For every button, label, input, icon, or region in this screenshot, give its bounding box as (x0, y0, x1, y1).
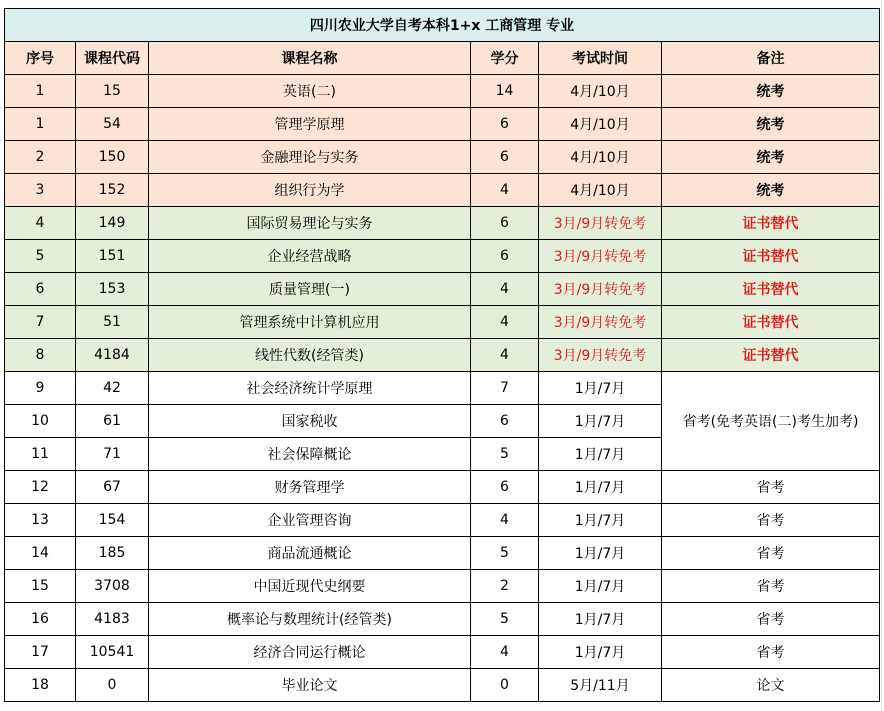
cell-name[interactable]: 线性代数(经管类) (149, 339, 471, 372)
cell-credit[interactable]: 5 (471, 603, 539, 636)
cell-code[interactable]: 4184 (76, 339, 149, 372)
cell-credit[interactable]: 6 (471, 240, 539, 273)
cell-note[interactable]: 证书替代 (662, 273, 880, 306)
cell-code[interactable]: 15 (76, 75, 149, 108)
cell-name[interactable]: 组织行为学 (149, 174, 471, 207)
cell-seq[interactable]: 18 (5, 669, 76, 702)
cell-note[interactable]: 统考 (662, 108, 880, 141)
cell-note[interactable]: 证书替代 (662, 240, 880, 273)
header-code[interactable]: 课程代码 (76, 42, 149, 75)
cell-code[interactable]: 4183 (76, 603, 149, 636)
cell-name[interactable]: 毕业论文 (149, 669, 471, 702)
table-row (5, 306, 880, 339)
cell-credit[interactable]: 5 (471, 537, 539, 570)
cell-seq[interactable]: 4 (5, 207, 76, 240)
cell-name[interactable]: 社会保障概论 (149, 438, 471, 471)
cell-code[interactable]: 0 (76, 669, 149, 702)
cell-note[interactable]: 统考 (662, 75, 880, 108)
cell-credit[interactable]: 2 (471, 570, 539, 603)
table-row (5, 471, 880, 504)
cell-time[interactable]: 1月/7月 (539, 438, 662, 471)
cell-seq[interactable]: 15 (5, 570, 76, 603)
cell-time[interactable]: 1月/7月 (539, 570, 662, 603)
cell-note[interactable]: 证书替代 (662, 306, 880, 339)
cell-time[interactable]: 4月/10月 (539, 141, 662, 174)
cell-seq[interactable]: 12 (5, 471, 76, 504)
cell-credit[interactable]: 6 (471, 141, 539, 174)
cell-credit[interactable]: 6 (471, 207, 539, 240)
cell-time[interactable]: 3月/9月转免考 (539, 207, 662, 240)
cell-code[interactable]: 150 (76, 141, 149, 174)
table-row (5, 207, 880, 240)
cell-credit[interactable]: 4 (471, 306, 539, 339)
cell-name[interactable]: 英语(二) (149, 75, 471, 108)
cell-code[interactable]: 51 (76, 306, 149, 339)
cell-time[interactable]: 3月/9月转免考 (539, 240, 662, 273)
table-row (5, 603, 880, 636)
cell-time[interactable]: 3月/9月转免考 (539, 273, 662, 306)
header-seq[interactable]: 序号 (5, 42, 76, 75)
cell-note[interactable]: 证书替代 (662, 207, 880, 240)
cell-time[interactable]: 4月/10月 (539, 75, 662, 108)
cell-code[interactable]: 67 (76, 471, 149, 504)
cell-credit[interactable]: 4 (471, 504, 539, 537)
cell-time[interactable]: 1月/7月 (539, 405, 662, 438)
cell-note[interactable]: 省考 (662, 636, 880, 669)
cell-time[interactable]: 1月/7月 (539, 636, 662, 669)
cell-code[interactable]: 61 (76, 405, 149, 438)
cell-seq[interactable]: 13 (5, 504, 76, 537)
cell-credit[interactable]: 4 (471, 636, 539, 669)
cell-credit[interactable]: 6 (471, 471, 539, 504)
cell-credit[interactable]: 14 (471, 75, 539, 108)
cell-note[interactable]: 证书替代 (662, 339, 880, 372)
table-row (5, 108, 880, 141)
cell-note[interactable]: 统考 (662, 174, 880, 207)
table-row (5, 537, 880, 570)
cell-code[interactable]: 149 (76, 207, 149, 240)
cell-time[interactable]: 3月/9月转免考 (539, 306, 662, 339)
table-row (5, 504, 880, 537)
cell-note-merged[interactable]: 省考(免考英语(二)考生加考) (662, 372, 880, 471)
cell-credit[interactable]: 4 (471, 273, 539, 306)
cell-credit[interactable]: 6 (471, 108, 539, 141)
cell-code[interactable]: 152 (76, 174, 149, 207)
cell-code[interactable]: 154 (76, 504, 149, 537)
cell-seq[interactable]: 8 (5, 339, 76, 372)
table-title[interactable]: 四川农业大学自考本科1+x 工商管理 专业 (5, 9, 880, 42)
table-row (5, 75, 880, 108)
cell-credit[interactable]: 7 (471, 372, 539, 405)
cell-code[interactable]: 185 (76, 537, 149, 570)
cell-note[interactable]: 论文 (662, 669, 880, 702)
header-name[interactable]: 课程名称 (149, 42, 471, 75)
cell-name[interactable]: 中国近现代史纲要 (149, 570, 471, 603)
cell-name[interactable]: 金融理论与实务 (149, 141, 471, 174)
cell-name[interactable]: 经济合同运行概论 (149, 636, 471, 669)
title-row (5, 9, 880, 42)
cell-time[interactable]: 5月/11月 (539, 669, 662, 702)
cell-time[interactable]: 3月/9月转免考 (539, 339, 662, 372)
cell-time[interactable]: 1月/7月 (539, 537, 662, 570)
table-row (5, 636, 880, 669)
cell-code[interactable]: 151 (76, 240, 149, 273)
sheet-gridline (881, 0, 882, 711)
table-row (5, 570, 880, 603)
cell-note[interactable]: 省考 (662, 570, 880, 603)
cell-code[interactable]: 54 (76, 108, 149, 141)
cell-note[interactable]: 省考 (662, 603, 880, 636)
cell-time[interactable]: 1月/7月 (539, 504, 662, 537)
table-row (5, 339, 880, 372)
cell-seq[interactable]: 3 (5, 174, 76, 207)
cell-note[interactable]: 统考 (662, 141, 880, 174)
cell-seq[interactable]: 10 (5, 405, 76, 438)
cell-note[interactable]: 省考 (662, 537, 880, 570)
cell-credit[interactable]: 6 (471, 405, 539, 438)
cell-credit[interactable]: 4 (471, 339, 539, 372)
cell-credit[interactable]: 5 (471, 438, 539, 471)
cell-time[interactable]: 1月/7月 (539, 603, 662, 636)
cell-seq[interactable]: 6 (5, 273, 76, 306)
header-note[interactable]: 备注 (662, 42, 880, 75)
header-row (5, 42, 880, 75)
cell-seq[interactable]: 14 (5, 537, 76, 570)
cell-note[interactable]: 省考 (662, 504, 880, 537)
cell-name[interactable]: 企业管理咨询 (149, 504, 471, 537)
cell-code[interactable]: 42 (76, 372, 149, 405)
cell-name[interactable]: 国家税收 (149, 405, 471, 438)
cell-name[interactable]: 财务管理学 (149, 471, 471, 504)
cell-name[interactable]: 管理系统中计算机应用 (149, 306, 471, 339)
table-row (5, 174, 880, 207)
cell-time[interactable]: 4月/10月 (539, 108, 662, 141)
cell-seq[interactable]: 16 (5, 603, 76, 636)
cell-seq[interactable]: 17 (5, 636, 76, 669)
cell-seq[interactable]: 5 (5, 240, 76, 273)
course-table (4, 8, 880, 702)
table-row (5, 240, 880, 273)
cell-seq[interactable]: 11 (5, 438, 76, 471)
table-row (5, 669, 880, 702)
cell-name[interactable]: 概率论与数理统计(经管类) (149, 603, 471, 636)
cell-code[interactable]: 71 (76, 438, 149, 471)
cell-seq[interactable]: 2 (5, 141, 76, 174)
cell-time[interactable]: 1月/7月 (539, 471, 662, 504)
cell-credit[interactable]: 0 (471, 669, 539, 702)
cell-name[interactable]: 管理学原理 (149, 108, 471, 141)
cell-code[interactable]: 3708 (76, 570, 149, 603)
table-row (5, 273, 880, 306)
table-row (5, 141, 880, 174)
cell-code[interactable]: 10541 (76, 636, 149, 669)
cell-seq[interactable]: 9 (5, 372, 76, 405)
header-credit[interactable]: 学分 (471, 42, 539, 75)
cell-seq[interactable]: 1 (5, 108, 76, 141)
cell-name[interactable]: 国际贸易理论与实务 (149, 207, 471, 240)
cell-time[interactable]: 4月/10月 (539, 174, 662, 207)
cell-seq[interactable]: 1 (5, 75, 76, 108)
cell-code[interactable]: 153 (76, 273, 149, 306)
cell-time[interactable]: 1月/7月 (539, 372, 662, 405)
cell-credit[interactable]: 4 (471, 174, 539, 207)
cell-name[interactable]: 质量管理(一) (149, 273, 471, 306)
cell-name[interactable]: 企业经营战略 (149, 240, 471, 273)
cell-seq[interactable]: 7 (5, 306, 76, 339)
header-time[interactable]: 考试时间 (539, 42, 662, 75)
table-row (5, 372, 880, 405)
cell-note[interactable]: 省考 (662, 471, 880, 504)
cell-name[interactable]: 社会经济统计学原理 (149, 372, 471, 405)
cell-name[interactable]: 商品流通概论 (149, 537, 471, 570)
